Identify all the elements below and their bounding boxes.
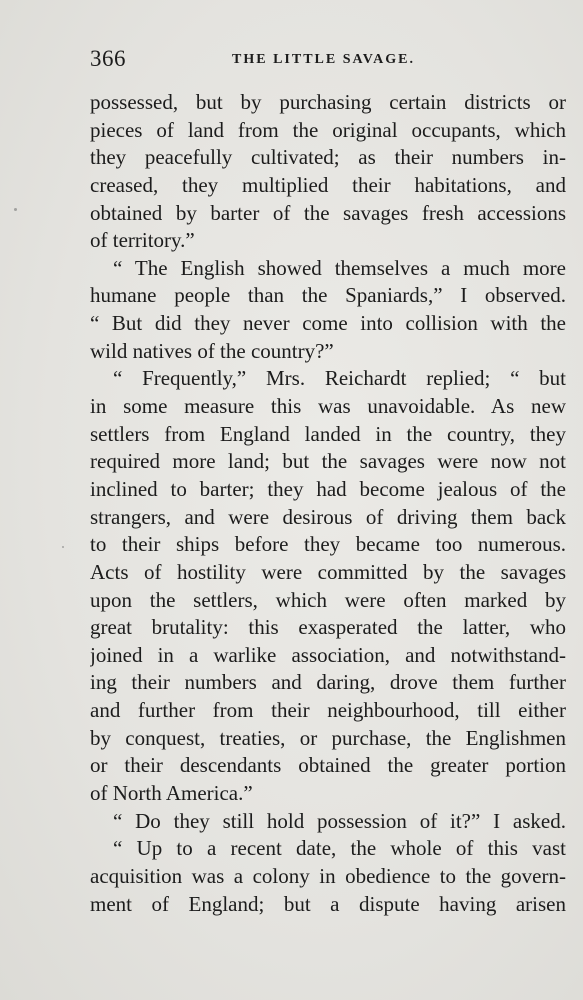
body-text <box>90 89 566 918</box>
text-line: to their ships before they became too numerous. <box>90 532 566 557</box>
text-line: ing their numbers and daring, drove them further <box>90 670 566 695</box>
text-line: inclined to barter; they had become jealous of the <box>90 476 566 501</box>
text-line: “ Frequently,” Mrs. Reichardt replied; “ but <box>113 366 566 391</box>
text-line: ment of England; but a dispute having arisen <box>90 891 566 916</box>
text-line: and further from their neighbourhood, till either <box>90 698 566 723</box>
text-line: of North America.” <box>90 781 253 806</box>
text-line: “ Up to a recent date, the whole of this vast <box>113 836 566 861</box>
text-line: upon the settlers, which were often marked by <box>90 587 566 612</box>
text-line: pieces of land from the original occupants, which <box>90 117 566 142</box>
text-line: required more land; but the savages were now not <box>90 449 566 474</box>
text-line: acquisition was a colony in obedience to the govern- <box>90 863 566 888</box>
running-head: THE LITTLE SAVAGE. <box>232 52 415 67</box>
text-line: of territory.” <box>90 228 195 253</box>
text-line: settlers from England landed in the country, they <box>90 421 566 446</box>
paper-speck <box>62 546 64 548</box>
text-line: creased, they multiplied their habitations, and <box>90 172 566 197</box>
text-line: “ But did they never come into collision with the <box>90 311 566 336</box>
text-line: joined in a warlike association, and notwithstand- <box>90 642 566 667</box>
text-line: obtained by barter of the savages fresh accessions <box>90 200 566 225</box>
text-line: “ The English showed themselves a much more <box>113 255 566 280</box>
text-line: by conquest, treaties, or purchase, the Englishmen <box>90 725 566 750</box>
text-line: in some measure this was unavoidable. As new <box>90 394 566 419</box>
text-line: great brutality: this exasperated the latter, who <box>90 615 566 640</box>
text-line: they peacefully cultivated; as their numbers in- <box>90 145 566 170</box>
page-header <box>90 46 566 76</box>
text-line: humane people than the Spaniards,” I observed. <box>90 283 566 308</box>
text-line: or their descendants obtained the greater portion <box>90 753 566 778</box>
text-line: “ Do they still hold possession of it?” I asked. <box>113 808 566 833</box>
text-line: possessed, but by purchasing certain districts or <box>90 90 566 114</box>
page-number: 366 <box>90 46 126 71</box>
paper-speck <box>14 208 17 211</box>
text-line: strangers, and were desirous of driving them back <box>90 504 566 529</box>
text-line: wild natives of the country?” <box>90 338 334 363</box>
text-line: Acts of hostility were committed by the savages <box>90 559 566 584</box>
